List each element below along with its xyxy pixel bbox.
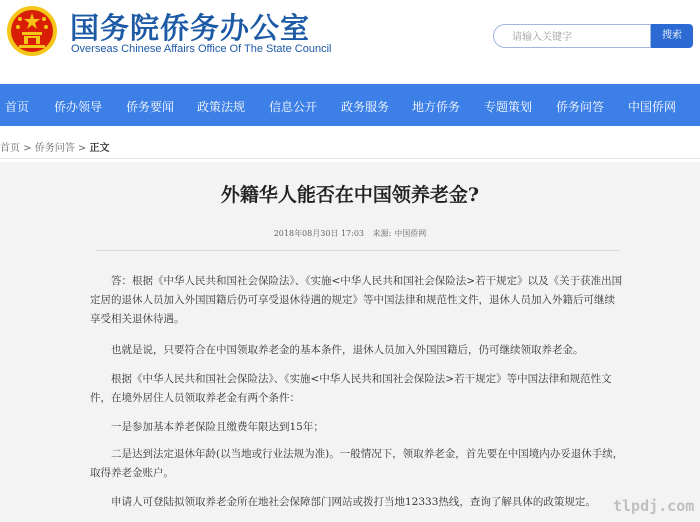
article-paragraph: 答：根据《中华人民共和国社会保险法》、《实施<中华人民共和国社会保险法>若干规定》以及《关于获准出国定居的退休人员加入外国国籍后仍可享受退休待遇的规定》等中国法律和规范性文件，退休人员加入外籍后可继续享受相关退休待遇。	[90, 275, 623, 325]
article-paragraph: 根据《中华人民共和国社会保险法》、《实施<中华人民共和国社会保险法>若干规定》等中国法律和规范性文件，在境外居住人员领取养老金有两个条件：	[90, 373, 612, 404]
search-box	[493, 24, 651, 48]
breadcrumb	[0, 139, 110, 154]
search-input[interactable]	[494, 27, 650, 49]
article-divider	[95, 250, 620, 251]
nav-item-local[interactable]: 地方侨务	[412, 100, 461, 114]
nav-item-disclosure[interactable]: 信息公开	[269, 100, 318, 114]
article-date: 2018年08月30日 17:03	[273, 229, 365, 238]
national-emblem-icon[interactable]	[6, 5, 58, 57]
breadcrumb-current: 正文	[89, 143, 110, 154]
article-title: 外籍华人能否在中国领养老金?	[220, 184, 480, 206]
article-paragraph: 二是达到法定退休年龄(以当地或行业法规为准)。一般情况下，领取养老金，首先要在中国境内办妥退休手续，取得养老金账户。	[90, 448, 624, 479]
nav-item-chinaqw[interactable]: 中国侨网	[628, 100, 677, 114]
article-paragraph: 一是参加基本养老保险且缴费年限达到15年；	[111, 421, 324, 433]
nav-item-leaders[interactable]: 侨办领导	[54, 100, 103, 114]
breadcrumb-section[interactable]: 侨务问答	[34, 143, 75, 154]
nav-item-policy[interactable]: 政策法规	[197, 100, 246, 114]
search-button[interactable]: 搜索	[651, 24, 693, 48]
site-title[interactable]: 国务院侨务办公室	[70, 11, 311, 45]
watermark: tlpdj.com	[613, 497, 695, 515]
breadcrumb-separator: >	[20, 143, 35, 154]
site-subtitle: Overseas Chinese Affairs Office Of The State Council	[71, 43, 332, 55]
nav-item-home[interactable]: 首页	[5, 100, 30, 114]
article-source-label: 来源:	[372, 229, 392, 238]
breadcrumb-divider	[0, 158, 700, 159]
article-paragraph: 也就是说，只要符合在中国领取养老金的基本条件，退休人员加入外国国籍后，仍可继续领取养老金。	[111, 344, 584, 356]
nav-item-services[interactable]: 政务服务	[341, 100, 390, 114]
nav-item-qa[interactable]: 侨务问答	[556, 100, 605, 114]
main-nav	[0, 84, 700, 126]
nav-item-special[interactable]: 专题策划	[484, 100, 533, 114]
article-meta	[0, 228, 700, 239]
article-paragraph: 申请人可登陆拟领取养老金所在地社会保障部门网站或拨打当地12333热线，查询了解具体的政策规定。	[111, 496, 596, 508]
breadcrumb-home[interactable]: 首页	[0, 143, 20, 154]
nav-item-news[interactable]: 侨务要闻	[126, 100, 175, 114]
breadcrumb-separator: >	[74, 143, 90, 154]
site-header	[0, 0, 700, 84]
article-source: 中国侨网	[394, 229, 427, 238]
